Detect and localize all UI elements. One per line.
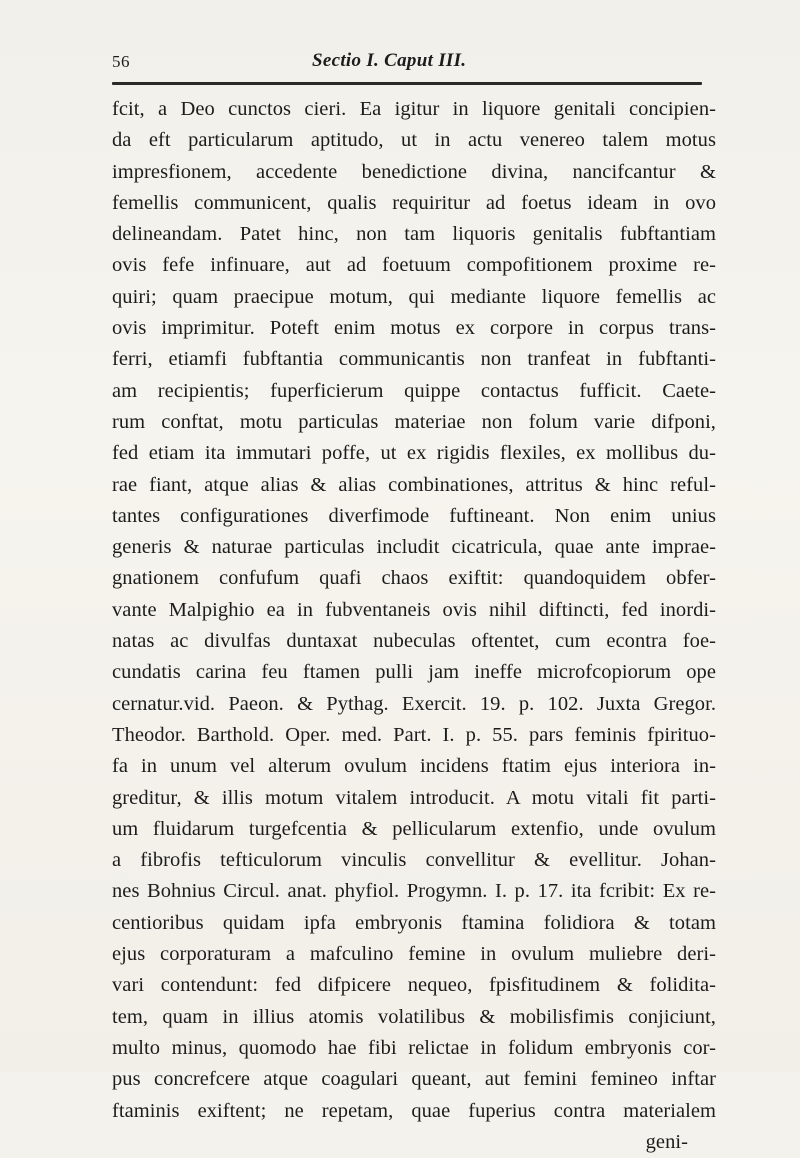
- text-line: fa in unum vel alterum ovulum incidens ftatim ejus interiora in-: [112, 755, 716, 778]
- text-line: fed etiam ita immutari poffe, ut ex rigidis flexiles, ex mollibus du-: [112, 442, 716, 465]
- text-line: ejus corporaturam a mafculino femine in ovulum muliebre deri-: [112, 943, 716, 966]
- text-line: generis & naturae particulas includit cicatricula, quae ante imprae-: [112, 536, 716, 559]
- running-title: Sectio I. Caput III.: [312, 50, 467, 71]
- text-line: gnationem confufum quafi chaos exiftit: quandoquidem obfer-: [112, 567, 716, 590]
- body-text: [112, 94, 716, 1158]
- text-line: greditur, & illis motum vitalem introducit. A motu vitali fit parti-: [112, 786, 716, 809]
- running-head: [112, 52, 702, 82]
- text-line: rae fiant, atque alias & alias combinationes, attritus & hinc reful-: [112, 473, 716, 496]
- text-line: cernatur.vid. Paeon. & Pythag. Exercit. 19. p. 102. Juxta Gregor.: [112, 692, 716, 715]
- text-line: da eft particularum aptitudo, ut in actu venereo talem motus: [112, 129, 716, 152]
- text-line: multo minus, quomodo hae fibi relictae in folidum embryonis cor-: [112, 1036, 716, 1059]
- text-line: um fluidarum turgefcentia & pellicularum extenfio, unde ovulum: [112, 817, 716, 840]
- text-line: ovis fefe infinuare, aut ad foetuum compofitionem proxime re-: [112, 254, 716, 277]
- text-line: ovis imprimitur. Poteft enim motus ex corpore in corpus trans-: [112, 317, 716, 340]
- text-line: ferri, etiamfi fubftantia communicantis non tranfeat in fubftanti-: [112, 348, 716, 371]
- text-line: tem, quam in illius atomis volatilibus & mobilisfimis conjiciunt,: [112, 1005, 716, 1028]
- text-line: Theodor. Barthold. Oper. med. Part. I. p. 55. pars feminis fpirituo-: [112, 723, 716, 746]
- header-rule: [112, 82, 702, 85]
- text-line: pus concrefcere atque coagulari queant, aut femini femineo inftar: [112, 1068, 716, 1091]
- text-line: rum conftat, motu particulas materiae non folum varie difponi,: [112, 410, 716, 433]
- text-line: a fibrofis tefticulorum vinculis convellitur & evellitur. Johan-: [112, 849, 716, 872]
- text-line: centioribus quidam ipfa embryonis ftamina folidiora & totam: [112, 911, 716, 934]
- text-line: femellis communicent, qualis requiritur ad foetus ideam in ovo: [112, 191, 716, 214]
- text-line: natas ac divulfas duntaxat nubeculas oftentet, cum econtra foe-: [112, 630, 716, 653]
- text-line: vante Malpighio ea in fubventaneis ovis nihil diftincti, fed inordi-: [112, 598, 716, 621]
- text-line: vari contendunt: fed difpicere nequeo, fpisfitudinem & folidita-: [112, 974, 716, 997]
- text-line: nes Bohnius Circul. anat. phyfiol. Progymn. I. p. 17. ita fcribit: Ex re-: [112, 880, 716, 903]
- page-number: 56: [112, 52, 130, 71]
- text-line: cundatis carina feu ftamen pulli jam ineffe microfcopiorum ope: [112, 661, 716, 684]
- text-line: tantes configurationes diverfimode fuftineant. Non enim unius: [112, 504, 716, 527]
- text-line: fcit, a Deo cunctos cieri. Ea igitur in liquore genitali concipien-: [112, 98, 716, 120]
- text-line: ftaminis exiftent; ne repetam, quae fuperius contra materialem: [112, 1099, 716, 1122]
- text-line: am recipientis; fuperficierum quippe contactus fufficit. Caete-: [112, 379, 716, 402]
- catchword: geni-: [645, 1130, 688, 1153]
- text-line: delineandam. Patet hinc, non tam liquoris genitalis fubftantiam: [112, 223, 716, 246]
- text-line: impresfionem, accedente benedictione divina, nancifcantur &: [112, 160, 716, 183]
- text-line: quiri; quam praecipue motum, qui mediante liquore femellis ac: [112, 285, 716, 308]
